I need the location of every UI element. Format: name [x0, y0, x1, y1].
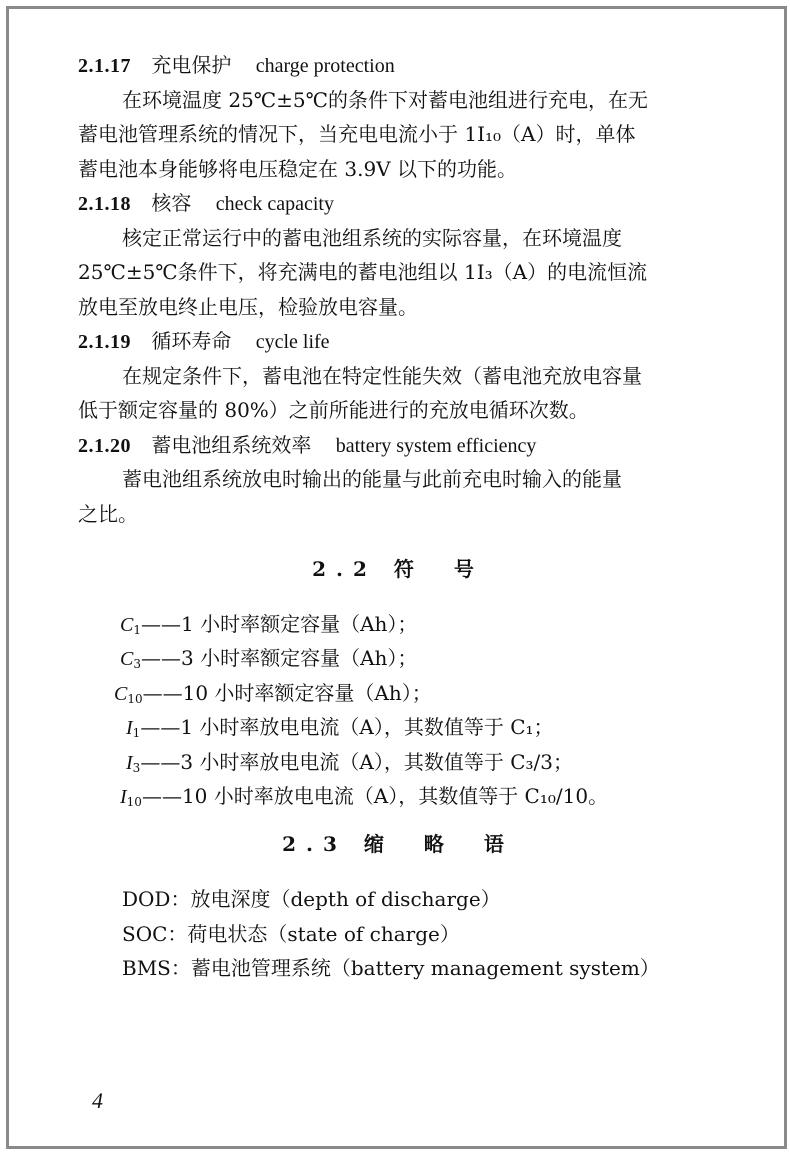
abbreviation-line: BMS：蓄电池管理系统（battery management system） — [122, 956, 660, 980]
definition-line: 在环境温度 25℃±5℃的条件下对蓄电池组进行充电，在无 — [122, 87, 649, 112]
symbol-line — [78, 676, 718, 711]
symbol-line — [78, 710, 718, 745]
symbol-line — [78, 641, 718, 676]
term-chinese: 核容 — [151, 191, 192, 215]
symbol: I — [120, 786, 127, 808]
term-2-1-17-heading — [78, 48, 718, 83]
symbol-description: ——3 小时率放电电流（A），其数值等于 C₃/3； — [140, 749, 573, 774]
clause-number: 2.1.19 — [78, 331, 131, 353]
symbol: I — [126, 717, 133, 739]
symbol-subscript: 10 — [127, 691, 143, 706]
abbreviation-line: DOD：放电深度（depth of discharge） — [122, 887, 501, 911]
page-number: 4 — [92, 1088, 103, 1113]
symbol-subscript: 3 — [132, 760, 141, 775]
term-2-1-19-heading — [78, 324, 718, 359]
symbol-description: ——10 小时率额定容量（Ah）； — [142, 680, 432, 705]
term-chinese: 蓄电池组系统效率 — [151, 432, 312, 457]
clause-number: 2.1.20 — [78, 434, 131, 457]
section-heading-abbreviations: 2.3 缩 略 语 — [282, 831, 514, 856]
symbol-subscript: 3 — [133, 657, 141, 671]
symbol-subscript: 10 — [126, 795, 142, 809]
definition-line: 蓄电池管理系统的情况下，当充电电流小于 1I₁₀（A）时，单体 — [78, 122, 636, 146]
definition-line: 放电至放电终止电压，检验放电容量。 — [78, 294, 418, 319]
symbol-description: ——10 小时率放电电流（A），其数值等于 C₁₀/10。 — [141, 784, 609, 808]
symbol-description: ——3 小时率额定容量（Ah）； — [140, 646, 418, 670]
definition-line: 之比。 — [78, 501, 138, 526]
symbol-description: ——1 小时率额定容量（Ah）； — [140, 611, 418, 636]
symbol-line — [78, 607, 718, 642]
symbol: C — [120, 648, 134, 670]
section-heading-symbols: 2.2 符 号 — [312, 557, 484, 581]
definition-line: 在规定条件下，蓄电池在特定性能失效（蓄电池充放电容量 — [122, 363, 642, 388]
symbol-subscript: 1 — [133, 622, 141, 637]
term-2-1-18-heading — [78, 186, 718, 221]
clause-number: 2.1.17 — [78, 55, 131, 77]
term-english: check capacity — [215, 193, 334, 215]
definition-line: 核定正常运行中的蓄电池组系统的实际容量，在环境温度 — [122, 225, 622, 250]
symbol: I — [126, 751, 133, 774]
definition-line: 蓄电池本身能够将电压稳定在 3.9V 以下的功能。 — [78, 156, 517, 181]
clause-number: 2.1.18 — [78, 193, 131, 215]
term-english: charge protection — [255, 55, 395, 77]
symbol: C — [114, 682, 128, 705]
definition-line: 低于额定容量的 80%）之前所能进行的充放电循环次数。 — [78, 398, 589, 422]
symbol: C — [120, 613, 134, 636]
term-2-1-20-heading — [78, 428, 718, 463]
term-english: cycle life — [255, 331, 330, 353]
definition-line: 25℃±5℃条件下，将充满电的蓄电池组以 1I₃（A）的电流恒流 — [78, 260, 648, 284]
definition-line: 蓄电池组系统放电时输出的能量与此前充电时输入的能量 — [122, 467, 622, 491]
symbol-subscript: 1 — [132, 726, 141, 740]
abbreviation-line: SOC：荷电状态（state of charge） — [122, 921, 460, 946]
page-content — [78, 48, 718, 986]
term-english: battery system efficiency — [335, 434, 537, 457]
term-chinese: 循环寿命 — [151, 329, 232, 353]
symbol-description: ——1 小时率放电电流（A），其数值等于 C₁； — [140, 715, 554, 739]
term-chinese: 充电保护 — [151, 53, 232, 77]
symbol-line — [78, 745, 718, 780]
symbol-line — [78, 779, 718, 814]
